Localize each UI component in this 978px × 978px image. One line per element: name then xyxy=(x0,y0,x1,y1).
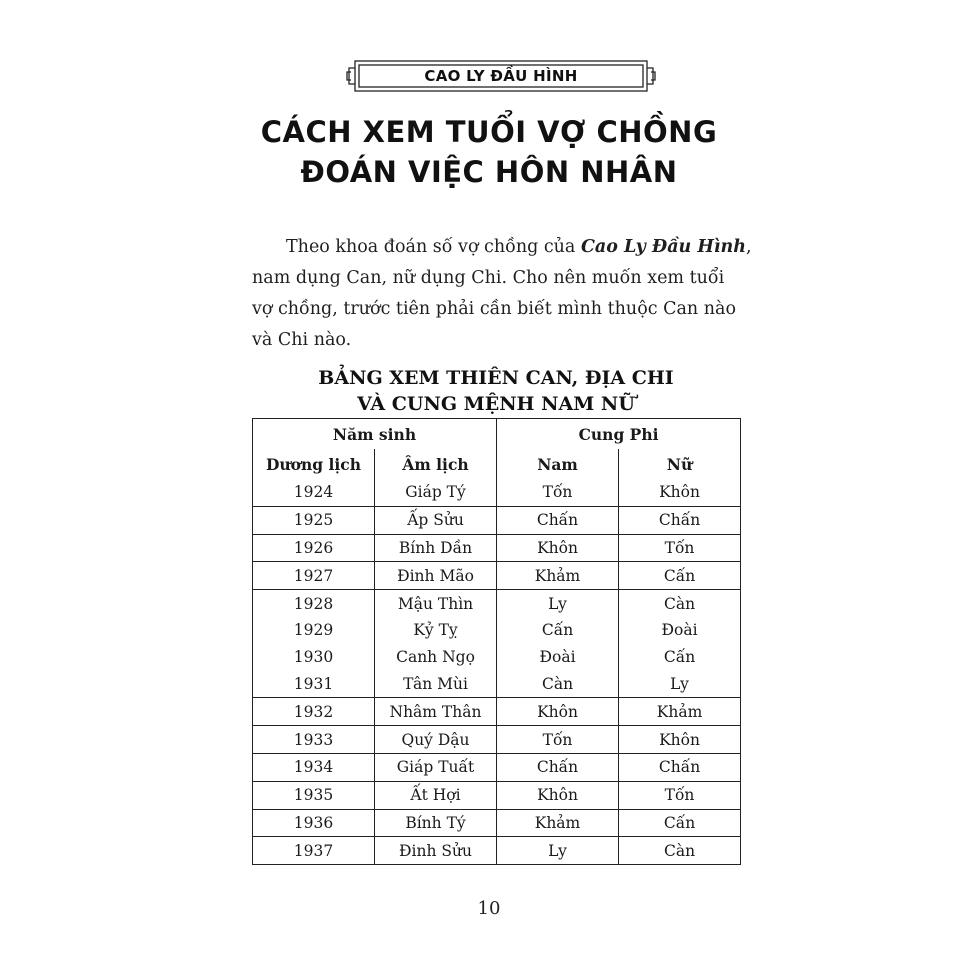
cell-nu: Đoài xyxy=(661,621,698,640)
cell-am-lich: Đinh Mão xyxy=(375,562,497,590)
cell-nam: Đoài xyxy=(497,644,619,671)
paragraph-line-4: và Chi nào. xyxy=(252,330,352,350)
group-header-cung-phi: Cung Phi xyxy=(578,424,659,444)
cell-nu: Cấn xyxy=(619,809,741,837)
table-row xyxy=(253,726,741,754)
table-row xyxy=(253,809,741,837)
cell-am-lich: Tân Mùi xyxy=(375,671,497,698)
cell-am-lich: Nhâm Thân xyxy=(375,698,497,726)
cell-nam: Tốn xyxy=(497,479,619,506)
page-number: 10 xyxy=(477,898,501,919)
cell-duong-lich: 1932 xyxy=(253,698,375,726)
column-header-duong-lich: Dương lịch xyxy=(253,449,375,479)
table-title-line-2: VÀ CUNG MỆNH NAM NỮ xyxy=(357,393,635,415)
cell-am-lich: Quý Dậu xyxy=(375,726,497,754)
table-row xyxy=(253,617,741,644)
table-row xyxy=(253,506,741,534)
cell-am-lich: Kỷ Tỵ xyxy=(375,617,497,644)
table-row xyxy=(253,671,741,698)
cell-nam: Khôn xyxy=(497,781,619,809)
cell-duong-lich: 1929 xyxy=(253,617,375,644)
cell-duong-lich: 1936 xyxy=(253,809,375,837)
table-row xyxy=(253,837,741,865)
table-row xyxy=(253,753,741,781)
table-row xyxy=(253,534,741,562)
cell-nam: Cấn xyxy=(497,617,619,644)
paragraph-line-3: vợ chồng, trước tiên phải cần biết mình thuộc Can nào xyxy=(252,299,737,319)
table-row xyxy=(253,479,741,506)
cell-nam: Ly xyxy=(497,590,619,617)
cell-am-lich: Mậu Thìn xyxy=(375,590,497,617)
group-header-birth-year: Năm sinh xyxy=(253,419,497,450)
cell-am-lich: Bính Tý xyxy=(375,809,497,837)
cell-nu: Càn xyxy=(663,594,696,613)
cell-nam: Khôn xyxy=(497,534,619,562)
cell-am-lich: Đinh Sửu xyxy=(375,837,497,865)
column-header-nam: Nam xyxy=(497,449,619,479)
column-header-nu: Nữ xyxy=(666,454,693,474)
cell-am-lich: Giáp Tuất xyxy=(375,753,497,781)
chapter-title-line-1: CÁCH XEM TUỔI VỢ CHỒNG xyxy=(260,115,718,149)
cell-nam: Chấn xyxy=(497,753,619,781)
cell-nam: Ly xyxy=(497,837,619,865)
cell-nu: Khôn xyxy=(619,479,741,506)
cell-am-lich: Ấp Sửu xyxy=(375,506,497,534)
running-header xyxy=(345,58,657,94)
cell-nam: Khảm xyxy=(497,809,619,837)
table-title-line-1: BẢNG XEM THIÊN CAN, ĐỊA CHI xyxy=(318,367,674,389)
cell-nam: Tốn xyxy=(497,726,619,754)
cell-nu: Cấn xyxy=(663,648,696,667)
cell-am-lich: Ất Hợi xyxy=(375,781,497,809)
cell-duong-lich: 1934 xyxy=(253,753,375,781)
running-header-text: CAO LY ĐẦU HÌNH xyxy=(424,67,578,85)
book-title-emphasis: Cao Ly Đầu Hình xyxy=(580,237,746,257)
cell-nu: Càn xyxy=(663,841,696,860)
cell-nu: Chấn xyxy=(619,753,741,781)
cell-duong-lich: 1933 xyxy=(253,726,375,754)
cell-nu: Chấn xyxy=(619,506,741,534)
cell-am-lich: Giáp Tý xyxy=(375,479,497,506)
intro-paragraph xyxy=(252,232,772,356)
cell-duong-lich: 1928 xyxy=(253,590,375,617)
cell-am-lich: Canh Ngọ xyxy=(375,644,497,671)
table-row xyxy=(253,781,741,809)
column-header-am-lich: Âm lịch xyxy=(375,449,497,479)
cell-duong-lich: 1925 xyxy=(253,506,375,534)
cell-nam: Càn xyxy=(497,671,619,698)
paragraph-line-1: Theo khoa đoán số vợ chồng của Cao Ly Đầu Hình, xyxy=(286,237,752,257)
cell-nu: Cấn xyxy=(619,562,741,590)
cell-nu: Ly xyxy=(619,671,741,698)
cell-nam: Khôn xyxy=(497,698,619,726)
cell-nu: Tốn xyxy=(619,534,741,562)
cell-am-lich: Bính Dần xyxy=(375,534,497,562)
cell-nu: Khôn xyxy=(619,726,741,754)
cell-duong-lich: 1924 xyxy=(253,479,375,506)
cell-duong-lich: 1931 xyxy=(253,671,375,698)
paragraph-line-2: nam dụng Can, nữ dụng Chi. Cho nên muốn xem tuổi xyxy=(252,268,725,288)
cell-duong-lich: 1937 xyxy=(253,837,375,865)
table-row xyxy=(253,698,741,726)
cell-nam: Khảm xyxy=(497,562,619,590)
table-row xyxy=(253,644,741,671)
chapter-title-line-2: ĐOÁN VIỆC HÔN NHÂN xyxy=(300,155,678,189)
cell-duong-lich: 1927 xyxy=(253,562,375,590)
zodiac-table xyxy=(252,418,741,865)
cell-nu: Khảm xyxy=(619,698,741,726)
cell-nam: Chấn xyxy=(497,506,619,534)
cell-duong-lich: 1930 xyxy=(253,644,375,671)
table-row xyxy=(253,562,741,590)
cell-duong-lich: 1926 xyxy=(253,534,375,562)
table-row xyxy=(253,590,741,617)
cell-nu: Tốn xyxy=(619,781,741,809)
cell-duong-lich: 1935 xyxy=(253,781,375,809)
